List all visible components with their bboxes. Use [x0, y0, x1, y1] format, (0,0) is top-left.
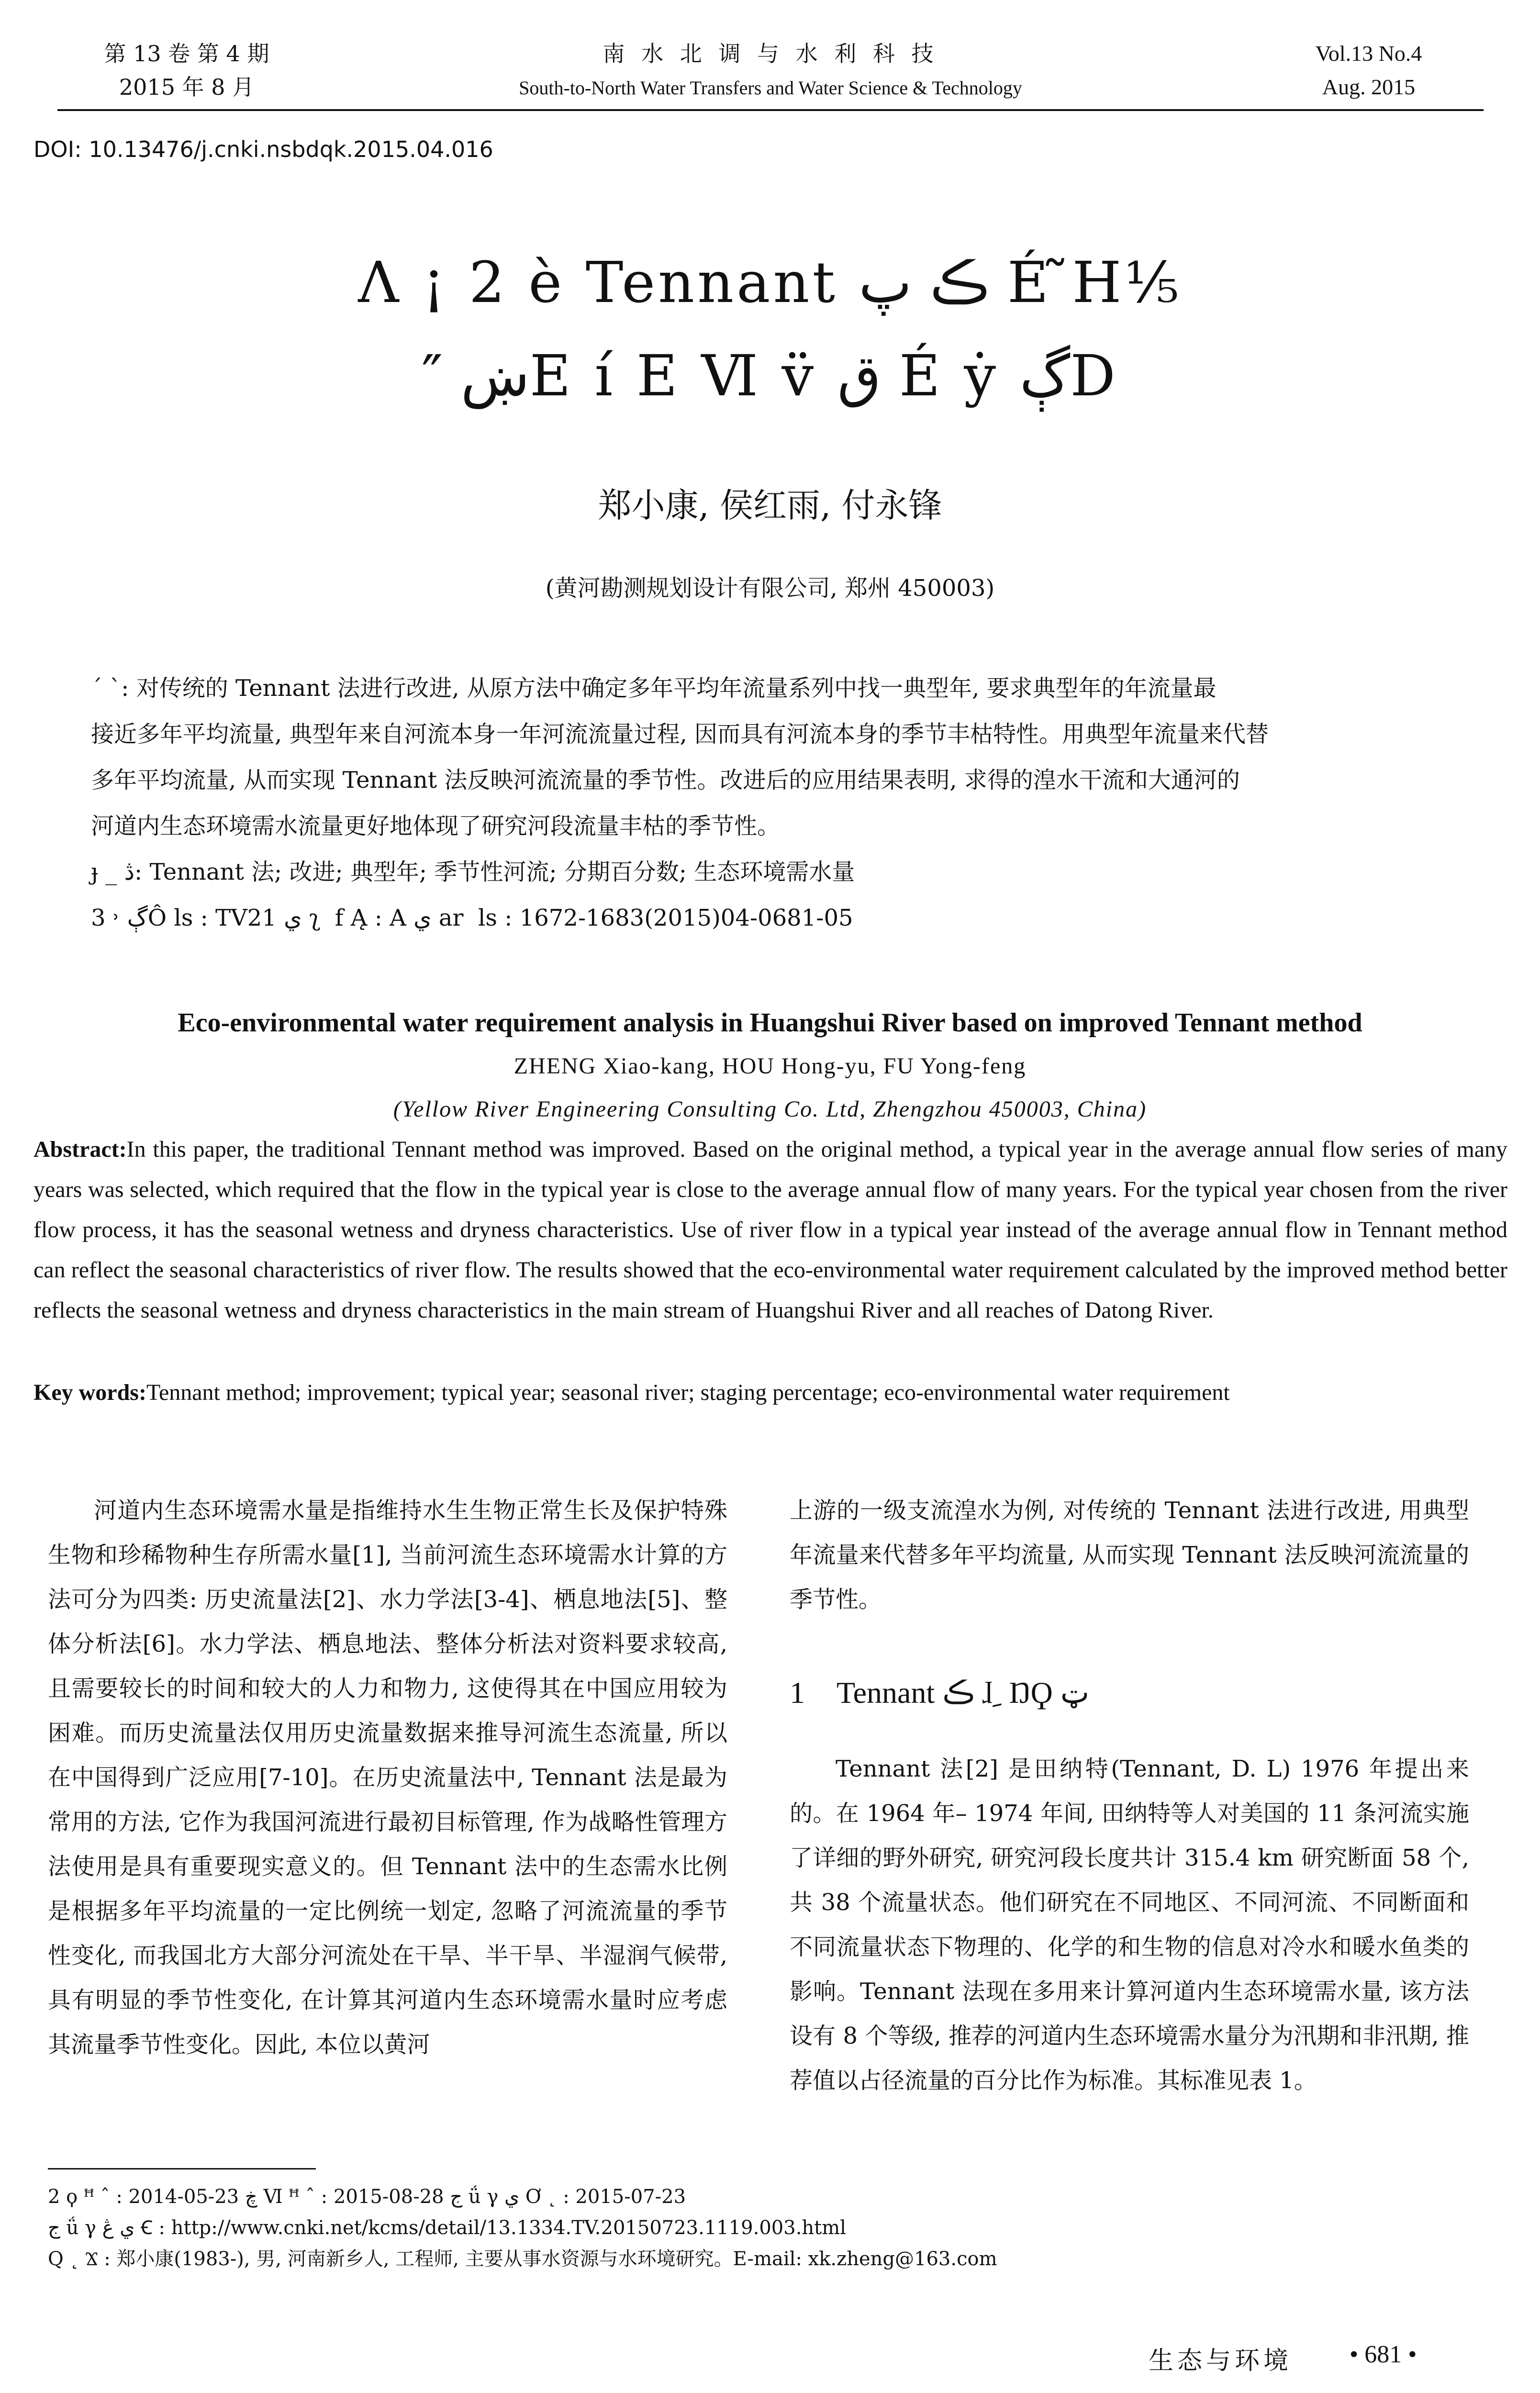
- title-cn-line1: Λ ¡ 2 è Tennant ڪ پ É ̃H⅕: [358, 249, 1182, 315]
- title-cn-line2: ″ ښE í E Ⅵ v̈ ق É ẏ ڳD: [422, 343, 1118, 409]
- body-right-column-cont: [790, 1747, 1469, 2103]
- keywords-cn-text: : Tennant 法; 改进; 典型年; 季节性河流; 分期百分数; 生态环境需水量: [134, 859, 855, 885]
- abstract-cn-line4: 河道内生态环境需水流量更好地体现了研究河段流量丰枯的季节性。: [91, 813, 781, 839]
- footnote-url: ج ǘ γ ي ڠ Ꞓ : http://www.cnki.net/kcms/detail/13.1334.TV.20150723.1119.003.html: [48, 2217, 846, 2239]
- footnote-rule: [48, 2168, 316, 2169]
- keywords-cn: [91, 849, 1469, 895]
- section-title: Tennant ڪ ɺ ِ ŊϘ ټ: [837, 1676, 1090, 1710]
- authors-cn: 郑小康, 侯红雨, 付永锋: [598, 486, 942, 525]
- footnote-dates: 2 ϙ ꟸ ˆ : 2014-05-23 ڿ Ⅵ ꟸ ˆ : 2015-08-28 ج ǘ γ ي Ơ ˛ : 2015-07-23: [48, 2186, 686, 2208]
- abstract-en-label: Abstract:: [33, 1137, 127, 1162]
- abstract-cn-line3: 多年平均流量, 从而实现 Tennant 法反映河流流量的季节性。改进后的应用结果表明, 求得的湟水干流和大通河的: [91, 767, 1240, 794]
- body-paragraph: 上游的一级支流湟水为例, 对传统的 Tennant 法进行改进, 用典型年流量来代替多年平均流量, 从而实现 Tennant 法反映河流流量的季节性。: [790, 1497, 1469, 1613]
- abstract-cn-text: : 对传统的 Tennant 法进行改进, 从原方法中确定多年平均年流量系列中找一典型年, 要求典型年的年流量最: [121, 675, 1216, 702]
- header-rule: [57, 109, 1484, 111]
- journal-volume: 第 13 卷 第 4 期: [104, 41, 269, 67]
- keywords-en-text: Tennant method; improvement; typical year; seasonal river; staging percentage; eco-environmental water requirement: [146, 1380, 1230, 1405]
- journal-name-cn: 南 水 北 调 与 水 利 科 技: [603, 41, 938, 67]
- abstract-cn-label: ˊ ˋ: [91, 675, 122, 702]
- journal-date-en: Aug. 2015: [1322, 75, 1416, 99]
- page-number: • 681 •: [1350, 2341, 1417, 2368]
- body-paragraph: 河道内生态环境需水量是指维持水生生物正常生长及保护特殊生物和珍稀物种生存所需水量[1], 当前河流生态环境需水计算的方法可分为四类: 历史流量法[2]、水力学法[3-4]、栖息地法[5]、整体分析法[6]。水力学法、栖息地法、整体分析法对资料要求较高, 且需要较长的时间和较大的人力和物力, 这使得其在中国应用较为困难。而历史流量法仅用历史流量数据来推导河流生态流量, 所以在中国得到广泛应用[7-10]。在历史流量法中, Tennant 法是最为常用的方法, 它作为我国河流进行最初目标管理, 作为战略性管理方法使用是具有重要现实意义的。但 Tennant 法中的生态需水比例是根据多年平均流量的一定比例统一划定, 忽略了河流流量的季节性变化, 而我国北方大部分河流处在干旱、半干旱、半湿润气候带, 具有明显的季节性变化, 在计算其河道内生态环境需水量时应考虑其流量季节性变化。因此, 本位以黄河: [48, 1497, 727, 2058]
- affiliation-en: (Yellow River Engineering Consulting Co. Ltd, Zhengzhou 450003, China): [393, 1096, 1147, 1122]
- journal-volume-en: Vol.13 No.4: [1315, 41, 1422, 66]
- doi: DOI: 10.13476/j.cnki.nsbdqk.2015.04.016: [33, 136, 493, 162]
- keywords-cn-label: ɟ _ ڎ: [91, 859, 135, 885]
- footnote-author: Q ˛ Ϫ : 郑小康(1983-), 男, 河南新乡人, 工程师, 主要从事水资源与水环境研究。E-mail: xk.zheng@163.com: [48, 2248, 997, 2270]
- section-number: 1: [790, 1676, 805, 1710]
- section-heading-1: [790, 1675, 1089, 1711]
- body-paragraph: Tennant 法[2] 是田纳特(Tennant, D. L) 1976 年提出来的。在 1964 年– 1974 年间, 田纳特等人对美国的 11 条河流实施了详细的野外研究, 研究河段长度共计 315.4 km 研究断面 58 个, 共 38 个流量状态。他们研究在不同地区、不同河流、不同断面和不同流量状态下物理的、化学的和生物的信息对冷水和暖水鱼类的影响。Tennant 法现在多用来计算河道内生态环境需水量, 该方法设有 8 个等级, 推荐的河道内生态环境需水量分为汛期和非汛期, 推荐值以占径流量的百分比作为标准。其标准见表 1。: [790, 1756, 1469, 2094]
- abstract-cn-line1: [91, 665, 1469, 711]
- affiliation-cn: (黄河勘测规划设计有限公司, 郑州 450003): [545, 575, 995, 602]
- keywords-en: [33, 1373, 1507, 1413]
- abstract-en: [33, 1129, 1507, 1331]
- journal-date-cn: 2015 年 8 月: [119, 74, 255, 100]
- journal-name-en: South-to-North Water Transfers and Water Science & Technology: [519, 77, 1022, 99]
- classification-cn: 3 ˒ ڳÔ ls : TV21 ي ʅ ͏ f Ą : A ي ar ͏ ls : 1672-1683(2015)04-0681-05: [91, 905, 853, 931]
- authors-en: ZHENG Xiao-kang, HOU Hong-yu, FU Yong-feng: [513, 1053, 1027, 1079]
- abstract-en-text: In this paper, the traditional Tennant method was improved. Based on the original method, a typical year in the average annual flow series of many years was selected, which required that the flow in the typical year is close to the average annual flow of many years. For the typical year chosen from the river flow process, it has the seasonal wetness and dryness characteristics. Use of river flow in a typical year instead of the average annual flow in Tennant method can reflect the seasonal characteristics of river flow. The results showed that the eco-environmental water requirement calculated by the improved method better reflects the seasonal wetness and dryness characteristics in the main stream of Huangshui River and all reaches of Datong River.: [33, 1137, 1507, 1323]
- body-right-column: [790, 1488, 1469, 1622]
- footer-section: 生态与环境: [1149, 2347, 1293, 2375]
- title-en: Eco-environmental water requirement analysis in Huangshui River based on improved Tennant method: [178, 1008, 1362, 1038]
- body-left-column: [48, 1488, 727, 2067]
- abstract-cn-line2: 接近多年平均流量, 典型年来自河流本身一年河流流量过程, 因而具有河流本身的季节丰枯特性。用典型年流量来代替: [91, 721, 1269, 748]
- keywords-en-label: Key words:: [33, 1380, 146, 1405]
